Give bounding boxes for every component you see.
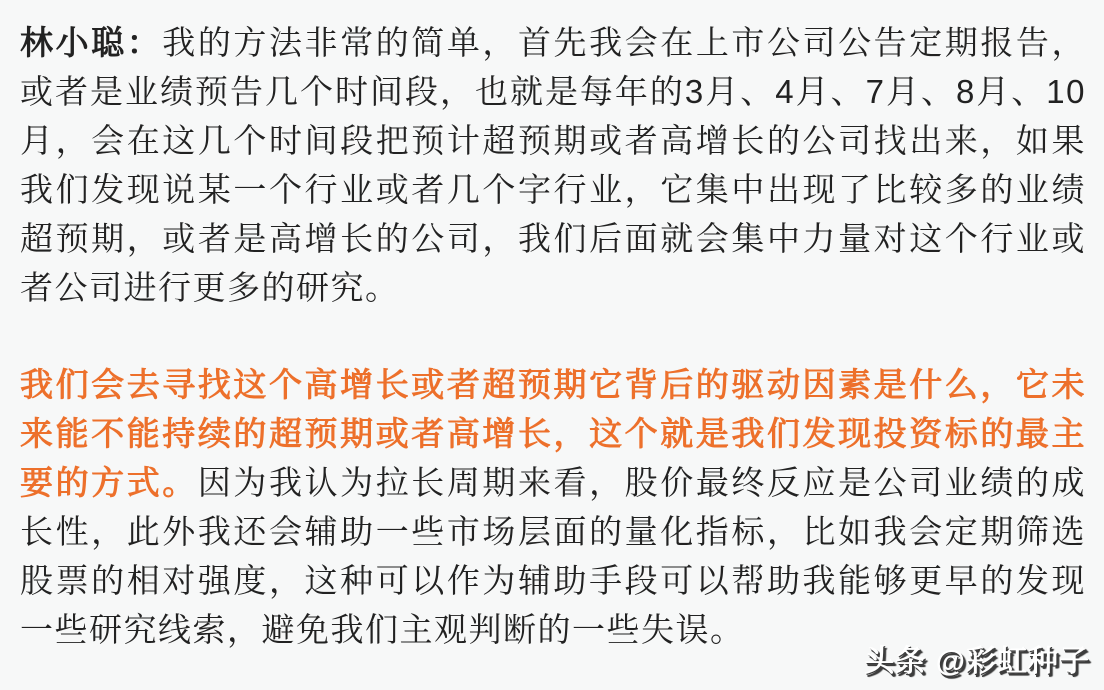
toutiao-watermark: 头条 @彩虹种子 [864, 645, 1090, 678]
paragraph-highlighted-method [20, 360, 1086, 654]
paragraph1-text: 我的方法非常的简单，首先我会在上市公司公告定期报告，或者是业绩预告几个时间段，也就是每年的3月、4月、7月、8月、10月，会在这几个时间段把预计超预期或者高增长的公司找出来，如果我们发现说某一个行业或者几个字行业，它集中出现了比较多的业绩超预期，或者是高增长的公司，我们后面就会集中力量对这个行业或者公司进行更多的研究。 [20, 24, 1087, 306]
highlighted-text: 我们会去寻找这个高增长或者超预期它背后的驱动因素是什么，它未来能不能持续的超预期或者高增长，这个就是我们发现投资标的最主要的方式。 [20, 366, 1086, 501]
paragraph2-text: 因为我认为拉长周期来看，股价最终反应是公司业绩的成长性，此外我还会辅助一些市场层面的量化指标，比如我会定期筛选股票的相对强度，这种可以作为辅助手段可以帮助我能够更早的发现一些研究线索，避免我们主观判断的一些失误。 [20, 464, 1087, 648]
paragraph-speaker-method [20, 18, 1086, 312]
speaker-name: 林小聪： [20, 24, 163, 61]
